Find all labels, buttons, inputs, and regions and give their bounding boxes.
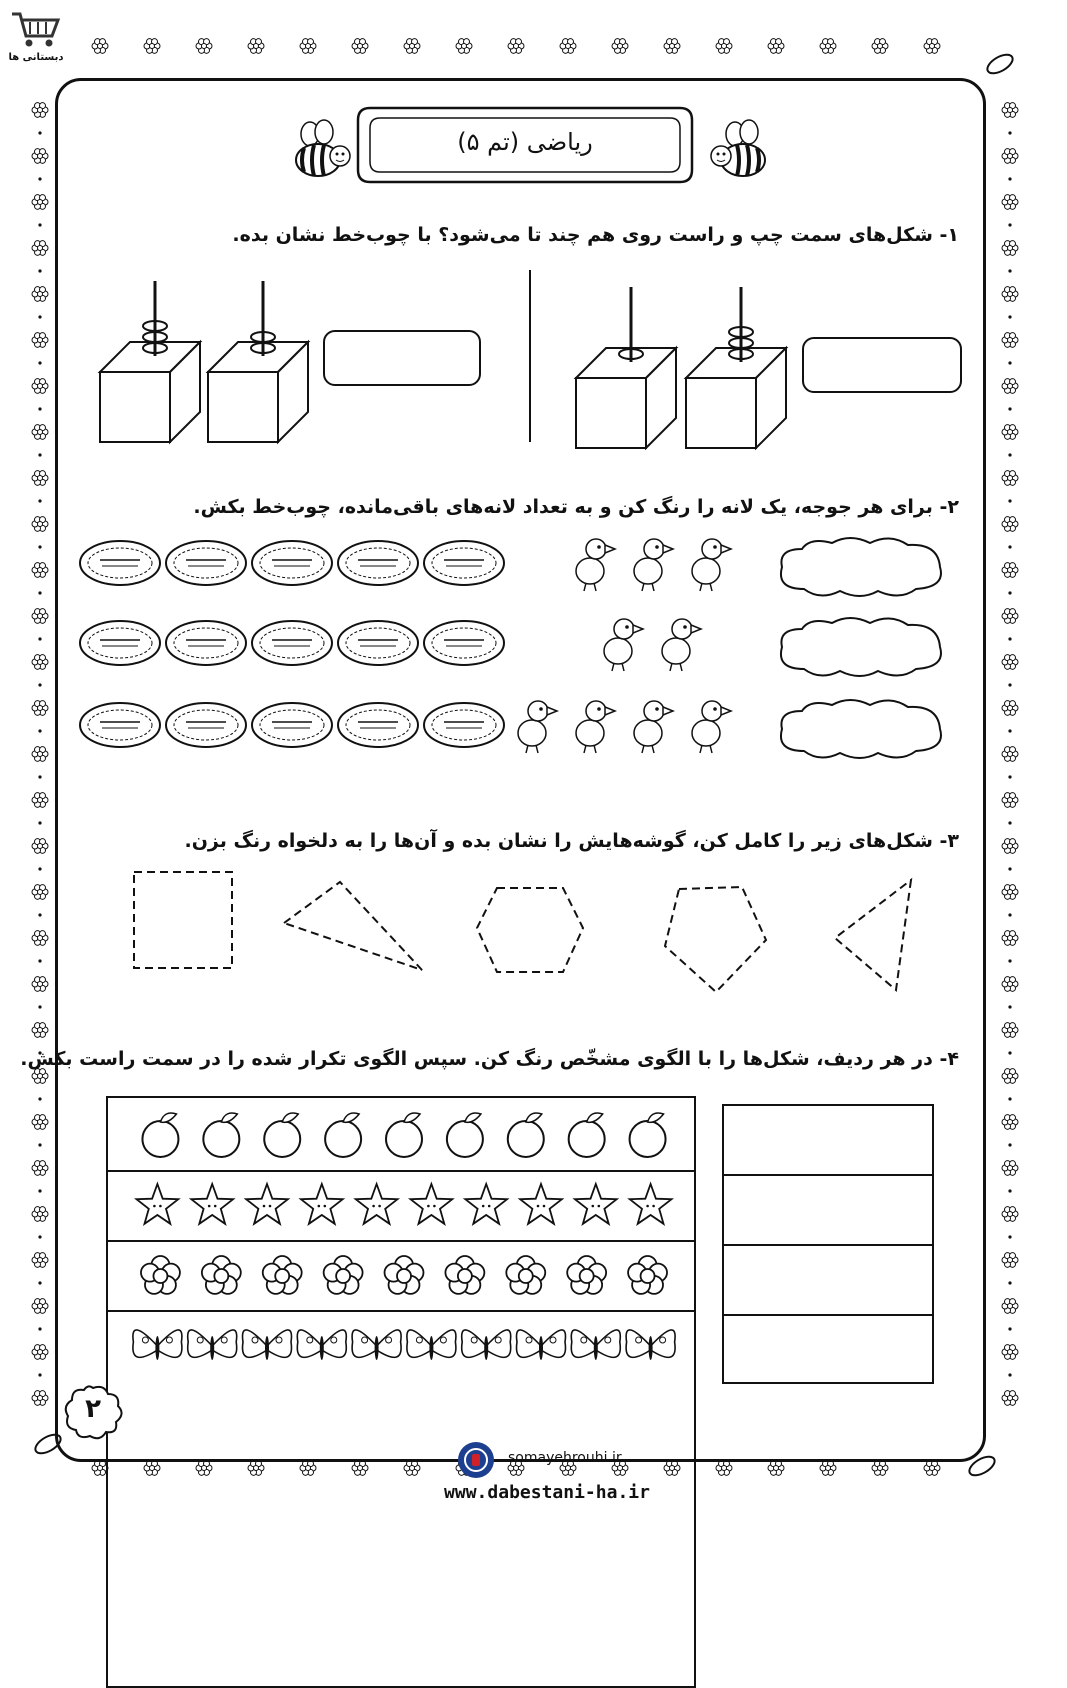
logo-label: دبستانی ها (8, 52, 64, 63)
nest-icon[interactable] (424, 541, 504, 585)
q4-answer-cell[interactable] (724, 1176, 932, 1246)
nest-icon[interactable] (338, 621, 418, 665)
chick-icon (518, 701, 557, 753)
nest-icon[interactable] (338, 703, 418, 747)
butterfly-icon[interactable] (571, 1330, 620, 1360)
flower-icon[interactable] (202, 1256, 241, 1294)
butterfly-icon[interactable] (133, 1330, 182, 1360)
block-rod-icon (208, 281, 308, 442)
flower-icon[interactable] (567, 1256, 606, 1294)
question-4-text: ۴- در هر ردیف، شکل‌ها را با الگوی مشخّص رنگ کن. سپس الگوی تکرار شده را در سمت راست بکش. (20, 1048, 959, 1070)
star-icon[interactable] (411, 1184, 453, 1224)
butterfly-icon[interactable] (352, 1330, 401, 1360)
apple-icon[interactable] (386, 1113, 422, 1157)
logo-badge-icon (456, 1440, 496, 1480)
nest-icon[interactable] (424, 621, 504, 665)
bee-icon (705, 118, 771, 184)
nest-icon[interactable] (80, 541, 160, 585)
flower-icon[interactable] (141, 1256, 180, 1294)
nest-icon[interactable] (252, 703, 332, 747)
cloud-answer-box[interactable] (781, 618, 941, 676)
nest-icon[interactable] (252, 541, 332, 585)
star-icon[interactable] (630, 1184, 672, 1224)
flower-icon[interactable] (263, 1256, 302, 1294)
block-rod-icon (686, 287, 786, 448)
flower-icon[interactable] (324, 1256, 363, 1294)
block-rod-icon (576, 287, 676, 448)
star-icon[interactable] (137, 1184, 179, 1224)
butterfly-icon[interactable] (517, 1330, 566, 1360)
pentagon-icon (665, 887, 766, 992)
chick-icon (576, 701, 615, 753)
page-title: ریاضی (تم ۵) (457, 128, 593, 156)
nest-icon[interactable] (166, 703, 246, 747)
butterfly-icon[interactable] (407, 1330, 456, 1360)
star-icon[interactable] (246, 1184, 288, 1224)
chick-icon (634, 539, 673, 591)
star-icon[interactable] (301, 1184, 343, 1224)
q3-shapes[interactable] (100, 860, 960, 1010)
question-1-text: ۱- شکل‌های سمت چپ و راست روی هم چند تا می‌شود؟ با چوب‌خط نشان بده. (232, 224, 959, 246)
instagram-badge[interactable] (456, 1440, 496, 1480)
triangle-icon (284, 882, 422, 970)
nest-icon[interactable] (166, 541, 246, 585)
nest-icon[interactable] (338, 541, 418, 585)
nest-icon[interactable] (252, 621, 332, 665)
chick-icon (634, 701, 673, 753)
apple-icon[interactable] (447, 1113, 483, 1157)
q4-answer-cell[interactable] (724, 1106, 932, 1176)
q1-right-answer-box[interactable] (802, 337, 962, 393)
chick-icon (662, 619, 701, 671)
nest-icon[interactable] (166, 621, 246, 665)
butterfly-icon[interactable] (462, 1330, 511, 1360)
apple-icon[interactable] (203, 1113, 239, 1157)
nest-icon[interactable] (80, 621, 160, 665)
chick-icon (604, 619, 643, 671)
triangle-icon (835, 880, 911, 990)
q4-answer-column (722, 1104, 934, 1384)
cloud-answer-box[interactable] (781, 700, 941, 758)
butterfly-icon[interactable] (626, 1330, 675, 1360)
q4-pattern-rows (106, 1096, 696, 1688)
question-2-text: ۲- برای هر جوجه، یک لانه را رنگ کن و به تعداد لانه‌های باقی‌مانده، چوب‌خط بکش. (193, 496, 959, 518)
apple-icon[interactable] (142, 1113, 178, 1157)
q4-answer-cell[interactable] (724, 1316, 932, 1384)
butterfly-icon[interactable] (188, 1330, 237, 1360)
star-icon[interactable] (191, 1184, 233, 1224)
butterfly-icon[interactable] (297, 1330, 346, 1360)
question-3-text: ۳- شکل‌های زیر را کامل کن، گوشه‌هایش را نشان بده و آن‌ها را به دلخواه رنگ بزن. (184, 830, 959, 852)
website-url[interactable]: www.dabestani-ha.ir (444, 1482, 650, 1503)
flower-icon[interactable] (445, 1256, 484, 1294)
nest-icon[interactable] (80, 703, 160, 747)
chick-icon (692, 701, 731, 753)
apple-icon[interactable] (325, 1113, 361, 1157)
star-icon[interactable] (520, 1184, 562, 1224)
star-icon[interactable] (356, 1184, 398, 1224)
star-icon[interactable] (465, 1184, 507, 1224)
q4-answer-cell[interactable] (724, 1246, 932, 1316)
leaf-ornament-icon (984, 51, 1015, 77)
nest-icon[interactable] (424, 703, 504, 747)
flower-icon[interactable] (628, 1256, 667, 1294)
apple-icon[interactable] (508, 1113, 544, 1157)
star-icon[interactable] (575, 1184, 617, 1224)
flower-icon[interactable] (385, 1256, 424, 1294)
apple-icon[interactable] (264, 1113, 300, 1157)
chick-icon (576, 539, 615, 591)
butterfly-icon[interactable] (243, 1330, 292, 1360)
apple-icon[interactable] (630, 1113, 666, 1157)
page-number: ۲ (85, 1394, 101, 1424)
bee-icon (290, 118, 356, 184)
flower-icon[interactable] (506, 1256, 545, 1294)
square-icon (134, 872, 232, 968)
q2-illustration (70, 525, 970, 770)
hexagon-icon (477, 888, 583, 972)
chick-icon (692, 539, 731, 591)
instagram-handle[interactable]: somayehrouhi.ir (508, 1450, 622, 1466)
cloud-answer-box[interactable] (781, 538, 941, 596)
apple-icon[interactable] (569, 1113, 605, 1157)
q1-left-answer-box[interactable] (323, 330, 481, 386)
block-rod-icon (100, 281, 200, 442)
